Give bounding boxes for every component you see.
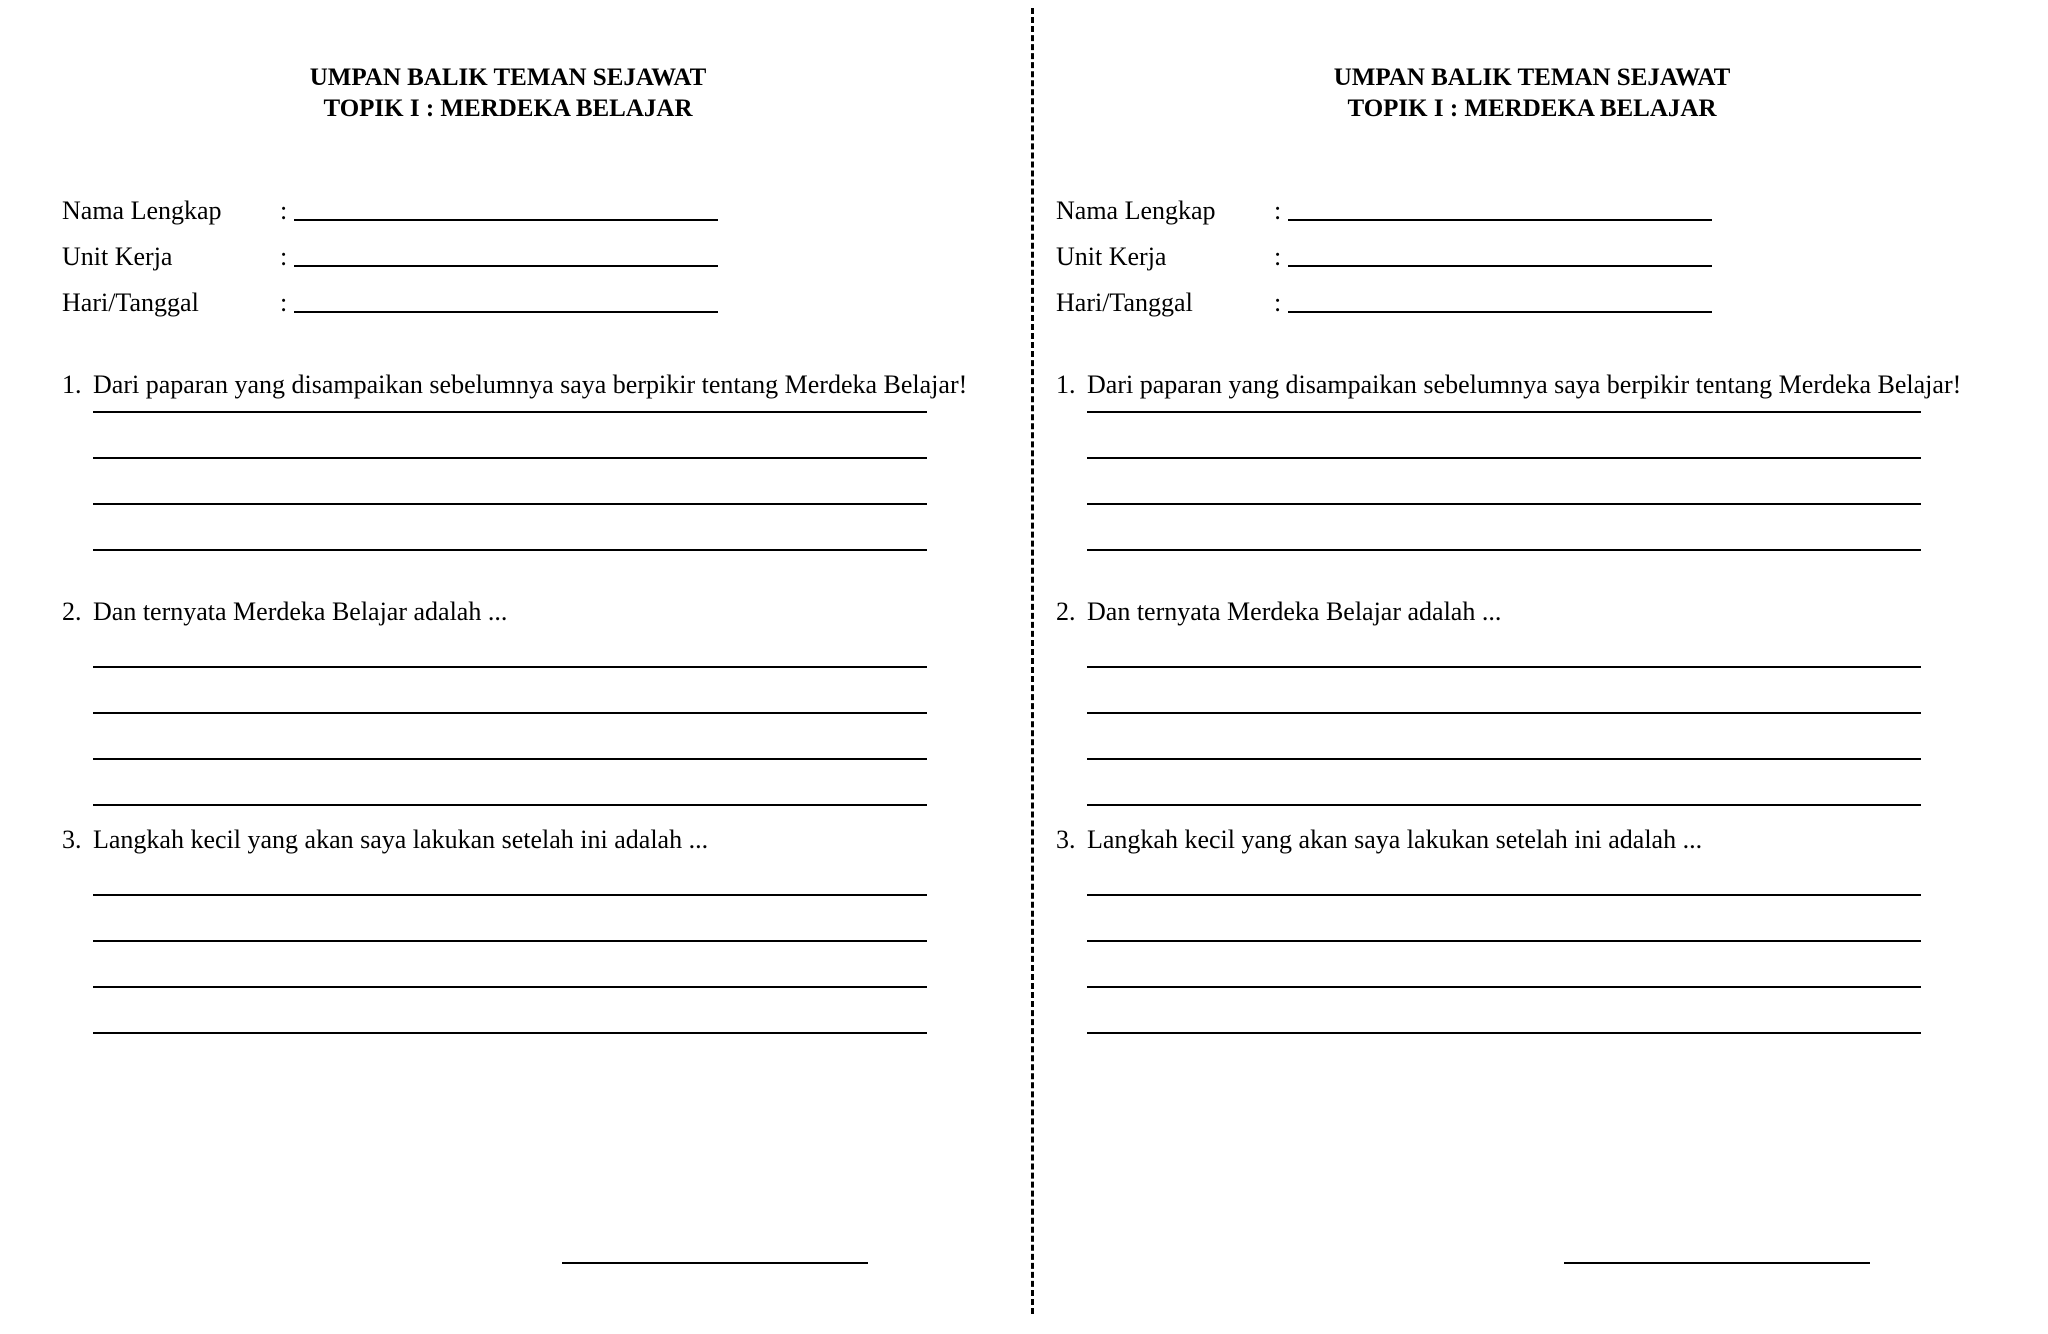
form-title: UMPAN BALIK TEMAN SEJAWAT (1333, 64, 1731, 91)
question-text: Langkah kecil yang akan saya lakukan setelah ini adalah ... (1087, 825, 1703, 854)
field-colon: : (1274, 288, 1282, 317)
name-blank-line[interactable] (294, 193, 718, 221)
answer-line[interactable] (93, 804, 927, 806)
answer-line[interactable] (1087, 986, 1921, 988)
identity-fields (1056, 182, 1712, 320)
field-colon: : (1274, 242, 1282, 271)
question-1-prompt (62, 368, 967, 402)
question-number: 2. (1056, 597, 1076, 626)
question-text: Langkah kecil yang akan saya lakukan setelah ini adalah ... (93, 825, 709, 854)
form-topic: TOPIK I : MERDEKA BELAJAR (323, 95, 693, 122)
answer-line[interactable] (93, 503, 927, 505)
answer-line[interactable] (93, 986, 927, 988)
name-blank-line[interactable] (1288, 193, 1712, 221)
unit-blank-line[interactable] (1288, 239, 1712, 267)
question-number: 2. (62, 597, 82, 626)
answer-line[interactable] (93, 758, 927, 760)
answer-line[interactable] (93, 411, 927, 413)
name-label: Nama Lengkap (62, 196, 222, 225)
answer-line[interactable] (1087, 712, 1921, 714)
unit-label: Unit Kerja (1056, 242, 1167, 271)
answer-line[interactable] (93, 666, 927, 668)
date-label: Hari/Tanggal (1056, 288, 1193, 317)
unit-field-row (62, 228, 718, 274)
question-3-prompt (1056, 823, 1921, 857)
form-header (0, 62, 1016, 124)
answer-line[interactable] (1087, 940, 1921, 942)
date-blank-line[interactable] (294, 285, 718, 313)
question-2-prompt (1056, 595, 1921, 629)
cut-line-divider (1031, 8, 1034, 1314)
question-number: 3. (62, 825, 82, 854)
question-3-prompt (62, 823, 927, 857)
question-3 (62, 823, 927, 1034)
answer-line[interactable] (1087, 457, 1921, 459)
answer-line[interactable] (93, 712, 927, 714)
answer-line[interactable] (1087, 804, 1921, 806)
question-number: 1. (1056, 370, 1076, 399)
unit-label: Unit Kerja (62, 242, 173, 271)
unit-blank-line[interactable] (294, 239, 718, 267)
question-2 (62, 595, 927, 806)
question-3 (1056, 823, 1921, 1034)
answer-line[interactable] (1087, 503, 1921, 505)
date-field-row (1056, 274, 1712, 320)
question-text: Dari paparan yang disampaikan sebelumnya saya berpikir tentang Merdeka Belajar! (1087, 370, 1962, 399)
question-number: 3. (1056, 825, 1076, 854)
field-colon: : (280, 242, 288, 271)
name-field-row (62, 182, 718, 228)
date-blank-line[interactable] (1288, 285, 1712, 313)
form-topic: TOPIK I : MERDEKA BELAJAR (1347, 95, 1717, 122)
form-header (1024, 62, 2040, 124)
form-title: UMPAN BALIK TEMAN SEJAWAT (309, 64, 707, 91)
signature-line[interactable] (1564, 1262, 1870, 1264)
answer-line[interactable] (1087, 411, 1921, 413)
question-2 (1056, 595, 1921, 806)
date-field-row (62, 274, 718, 320)
answer-line[interactable] (1087, 758, 1921, 760)
answer-line[interactable] (1087, 1032, 1921, 1034)
answer-line[interactable] (93, 457, 927, 459)
field-colon: : (280, 288, 288, 317)
question-1 (62, 368, 967, 551)
name-field-row (1056, 182, 1712, 228)
field-colon: : (1274, 196, 1282, 225)
question-1-prompt (1056, 368, 1961, 402)
question-text: Dan ternyata Merdeka Belajar adalah ... (93, 597, 508, 626)
feedback-form-right (1016, 0, 2048, 1334)
question-number: 1. (62, 370, 82, 399)
identity-fields (62, 182, 718, 320)
unit-field-row (1056, 228, 1712, 274)
answer-line[interactable] (1087, 549, 1921, 551)
answer-line[interactable] (93, 894, 927, 896)
question-2-prompt (62, 595, 927, 629)
answer-line[interactable] (93, 549, 927, 551)
question-text: Dan ternyata Merdeka Belajar adalah ... (1087, 597, 1502, 626)
feedback-form-left (0, 0, 1016, 1334)
field-colon: : (280, 196, 288, 225)
answer-line[interactable] (1087, 666, 1921, 668)
answer-line[interactable] (93, 1032, 927, 1034)
name-label: Nama Lengkap (1056, 196, 1216, 225)
date-label: Hari/Tanggal (62, 288, 199, 317)
question-1 (1056, 368, 1961, 551)
question-text: Dari paparan yang disampaikan sebelumnya saya berpikir tentang Merdeka Belajar! (93, 370, 968, 399)
signature-line[interactable] (562, 1262, 868, 1264)
answer-line[interactable] (1087, 894, 1921, 896)
answer-line[interactable] (93, 940, 927, 942)
